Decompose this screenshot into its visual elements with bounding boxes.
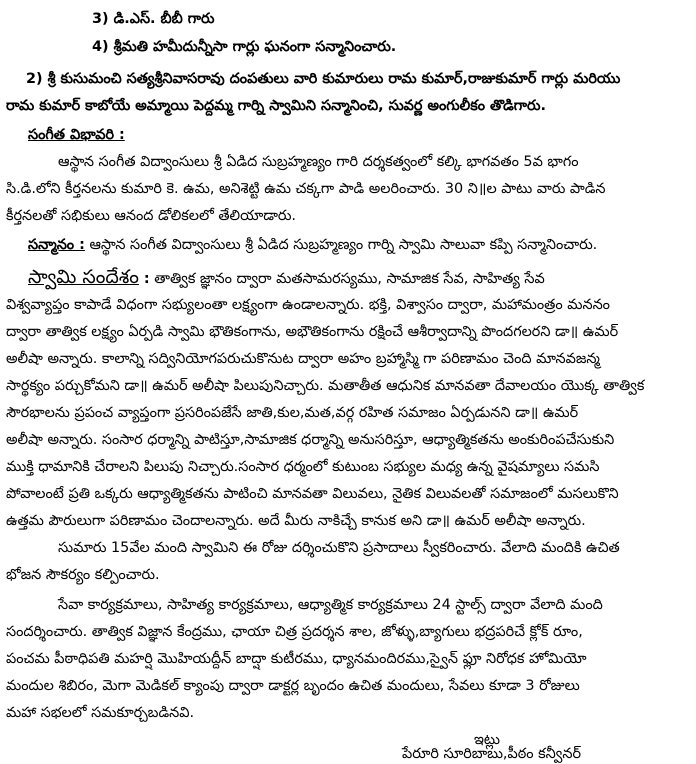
visitors-line-2: భోజన సౌకర్యం కల్పించారు. [6, 567, 160, 583]
visitors-line-1: సుమారు 15వేల మంది స్వామిని ఈ రోజు దర్శించుకొని ప్రసాదాలు స్వీకరించారు. వేలాది మందికి ఉచిత [58, 540, 620, 556]
list-item-4: 4) శ్రీమతి హమీదున్నీసా గార్లు ఘనంగా సన్మానించారు. [92, 39, 397, 55]
stalls-line-1: సేవా కార్యక్రమాలు, సాహిత్య కార్యక్రమాలు, ఆధ్యాత్మిక కార్యక్రమాలు 24 స్టాల్స్ ద్వారా వేలాది మంది [58, 597, 603, 613]
para2-line-1: 2) శ్రీ కుసుమంచి సత్యశ్రీనివాసరావు దంపతులు వారి కుమారులు రామ కుమార్,రాజుకుమార్ గార్లు మరియు [26, 71, 621, 87]
honor-text: ఆస్థాన సంగీత విద్వాంసులు శ్రీ ఏడిద సుబ్రహ్మణ్యం గార్ని స్వామి సాలువా కప్పి సన్మానించారు. [84, 237, 598, 253]
para2-line-2: రామ కుమార్ కాబోయే అమ్మాయి పెద్దమ్మ గార్ని స్వామిని సన్మానించి, సువర్ణ అంగులీకం తొడిగారు. [6, 98, 546, 114]
signature-closing: ఇట్లు [474, 732, 501, 748]
message-line-10: ఉత్తమ పౌరులుగా పరిణామం చెందాలన్నారు. అదే మీరు నాకిచ్చే కానుక అని డా॥ ఉమర్ అలీషా అన్నారు. [6, 513, 586, 529]
message-line-8: ముక్తి ధామానికి చేరాలని పిలుపు నిచ్చారు.సంసార ధర్మంలో కుటుంబ సభ్యుల మధ్య ఉన్న వైషమ్యాలు సమసి [6, 459, 600, 475]
music-line-1: ఆస్థాన సంగీత విద్వాంసులు శ్రీ ఏడిద సుబ్రహ్మణ్యం గారి దర్శకత్వంలో కల్కి భాగవతం 5వ భాగం [58, 154, 579, 170]
message-line-1 [28, 264, 545, 293]
message-line-6: సౌరభాలను ప్రపంచ వ్యాప్తంగా ప్రసరింపజేసే జాతి,కుల,మత,వర్గ రహిత సమాజం ఏర్పడునని డా॥ ఉమర్ [6, 405, 579, 421]
stalls-line-4: మందుల శిబిరం, మెగా మెడికల్ క్యాంపు ద్వారా డాక్టర్ల బృందం ఉచిత మందులు, సేవలు కూడా 3 రోజులు [6, 678, 580, 694]
signature-name: పేరూరి సూరిబాబు,పీఠం కన్వీనర్ [402, 746, 581, 762]
music-line-3: కీర్తనలతో సభికులు ఆనంద డోలికలలో తేలియాడారు. [6, 208, 296, 224]
message-line-4: అలీషా అన్నారు. కాలాన్ని సద్వినియోగపరుచుకొనుట ద్వారా అహం బ్రహ్మాస్మి గా పరిణామం చెంది మానవజన్మ [6, 351, 600, 367]
message-first-line: తాత్విక జ్ఞానం ద్వారా మతసామరస్యము, సామాజిక సేవ, సాహిత్య సేవ [149, 271, 545, 287]
message-line-9: పోవాలంటే ప్రతి ఒక్కరు ఆధ్యాత్మికతను పాటించి మానవతా విలువలు, నైతిక విలువలతో సమాజంలో మసలుకొని [6, 486, 619, 502]
message-line-3: ద్వారా తాత్విక లక్ష్యం ఏర్పడి స్వామి భౌతికంగాను, అభౌతికంగాను రక్షించే ఆశీర్వాదాన్ని పొందగలరని డా॥ ఉమర్ [6, 324, 619, 340]
stalls-line-3: పంచమ పీఠాధిపతి మహర్షి మొహియద్దీన్ బాద్షా కుటీరము, ధ్యానమందిరము,స్వైన్ ఫ్లూ నిరోధక హోమియో [6, 651, 587, 667]
music-heading: సంగీత విభావరి : [28, 127, 125, 143]
message-line-5: సార్థక్యం పర్చుకోమని డా॥ ఉమర్ అలీషా పిలుపునిచ్చారు. మతాతీత ఆధునిక మానవతా దేవాలయం యొక్క తాత్విక [6, 378, 645, 394]
stalls-line-2: సందర్శించారు. తాత్విక విజ్ఞాన కేంద్రము, ఛాయా చిత్ర ప్రదర్శన శాల, జోళ్ళు,బ్యాగులు భద్రపరిచే క్లోక్ రూం, [6, 624, 583, 640]
honor-heading: సన్మానం : [28, 237, 85, 253]
honor-line [28, 232, 597, 259]
message-colon: : [138, 271, 150, 287]
list-item-3: 3) డి.ఎస్. బీబీ గారు [92, 11, 215, 27]
stalls-line-5: మహా సభలలో సమకూర్చబడినవి. [6, 705, 195, 721]
message-title: స్వామి సందేశం [28, 266, 139, 288]
message-line-2: విశ్వవ్యాప్తం కాపాడే విధంగా సభ్యులంతా లక్ష్యంగా ఉండాలన్నారు. భక్తి, విశ్వాసం ద్వారా, మహామంత్రం మననం [6, 297, 610, 313]
music-line-2: సి.డి.లోని కీర్తనలను కుమారి కె. ఉమ, అనిశెట్టి ఉమ చక్కగా పాడి అలరించారు. 30 ని॥ల పాటు వారు పాడిన [6, 181, 606, 197]
message-line-7: అలీషా అన్నారు. సంసార ధర్మాన్ని పాటిస్తూ,సామాజిక ధర్మాన్ని అనుసరిస్తూ, ఆధ్యాత్మికతను అంకురింపచేసుకుని [6, 432, 615, 448]
